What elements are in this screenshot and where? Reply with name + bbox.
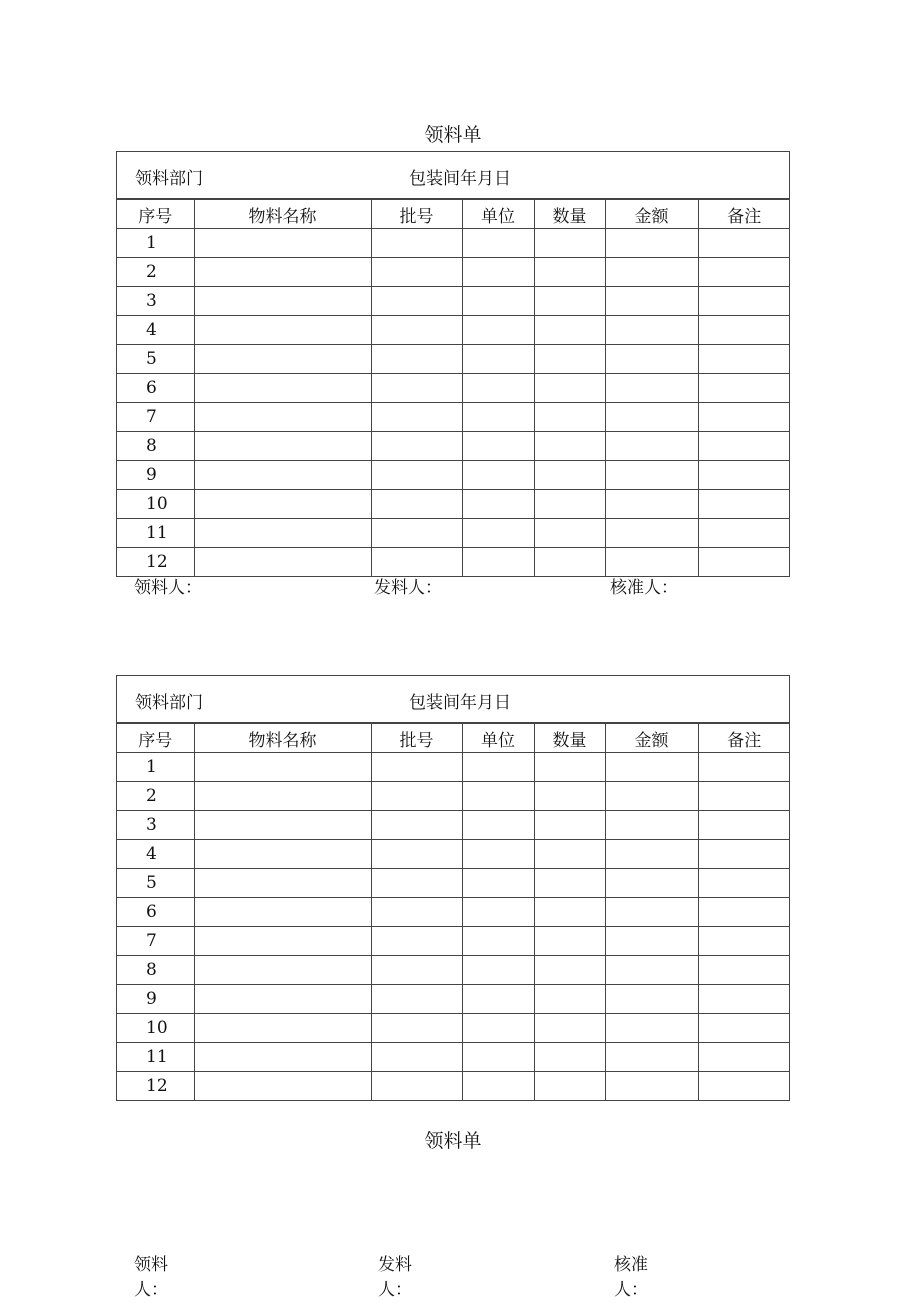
remarks-cell[interactable] [698, 869, 790, 898]
amount-cell[interactable] [605, 461, 698, 490]
table-row [117, 229, 790, 258]
amount-cell[interactable] [605, 519, 698, 548]
quantity-cell[interactable] [534, 811, 605, 840]
form1-dept-label: 领料部门 [135, 169, 203, 189]
table-row [117, 316, 790, 345]
col-header-batch: 批号 [371, 200, 462, 229]
col-header-unit: 单位 [462, 200, 534, 229]
table-row [117, 898, 790, 927]
form2-dept-row [117, 676, 789, 723]
material-name-cell[interactable] [194, 345, 371, 374]
form2-grid [117, 723, 790, 1100]
material-name-cell[interactable] [194, 1072, 371, 1101]
material-name-cell[interactable] [194, 782, 371, 811]
material-name-cell[interactable] [194, 1043, 371, 1072]
unit-cell[interactable] [462, 1072, 534, 1101]
table-row [117, 811, 790, 840]
unit-cell[interactable] [462, 403, 534, 432]
batch-cell[interactable] [371, 1072, 462, 1101]
row-number: 9 [117, 461, 194, 490]
remarks-cell[interactable] [698, 1014, 790, 1043]
remarks-cell[interactable] [698, 840, 790, 869]
remarks-cell[interactable] [698, 403, 790, 432]
batch-cell[interactable] [371, 519, 462, 548]
amount-cell[interactable] [605, 316, 698, 345]
form2-issuer-line1: 发料 [378, 1255, 412, 1275]
quantity-cell[interactable] [534, 316, 605, 345]
table-row [117, 403, 790, 432]
unit-cell[interactable] [462, 316, 534, 345]
unit-cell[interactable] [462, 956, 534, 985]
quantity-cell[interactable] [534, 229, 605, 258]
form1-approver-signature: 核准人： [610, 578, 678, 598]
remarks-cell[interactable] [698, 753, 790, 782]
row-number: 5 [117, 869, 194, 898]
batch-cell[interactable] [371, 840, 462, 869]
quantity-cell[interactable] [534, 956, 605, 985]
material-name-cell[interactable] [194, 753, 371, 782]
amount-cell[interactable] [605, 345, 698, 374]
remarks-cell[interactable] [698, 432, 790, 461]
unit-cell[interactable] [462, 985, 534, 1014]
unit-cell[interactable] [462, 753, 534, 782]
col-header-seq: 序号 [117, 200, 194, 229]
form1-table [116, 151, 790, 577]
unit-cell[interactable] [462, 287, 534, 316]
col-header-material-name: 物料名称 [194, 200, 371, 229]
unit-cell[interactable] [462, 1043, 534, 1072]
remarks-cell[interactable] [698, 898, 790, 927]
row-number: 4 [117, 316, 194, 345]
form2-dept-value: 包装间年月日 [409, 693, 511, 713]
material-name-cell[interactable] [194, 287, 371, 316]
amount-cell[interactable] [605, 374, 698, 403]
form2-header-row [117, 724, 790, 753]
unit-cell[interactable] [462, 229, 534, 258]
row-number: 8 [117, 956, 194, 985]
unit-cell[interactable] [462, 782, 534, 811]
col-header-remarks: 备注 [698, 724, 790, 753]
col-header-quantity: 数量 [534, 724, 605, 753]
quantity-cell[interactable] [534, 432, 605, 461]
material-name-cell[interactable] [194, 229, 371, 258]
quantity-cell[interactable] [534, 1072, 605, 1101]
table-row [117, 782, 790, 811]
table-row [117, 490, 790, 519]
batch-cell[interactable] [371, 985, 462, 1014]
table-row [117, 840, 790, 869]
unit-cell[interactable] [462, 519, 534, 548]
row-number: 11 [117, 1043, 194, 1072]
row-number: 7 [117, 403, 194, 432]
material-name-cell[interactable] [194, 927, 371, 956]
material-name-cell[interactable] [194, 403, 371, 432]
quantity-cell[interactable] [534, 461, 605, 490]
table-row [117, 1072, 790, 1101]
row-number: 10 [117, 490, 194, 519]
table-row [117, 548, 790, 577]
quantity-cell[interactable] [534, 258, 605, 287]
unit-cell[interactable] [462, 1014, 534, 1043]
batch-cell[interactable] [371, 374, 462, 403]
form2-approver-signature [614, 1253, 674, 1303]
form2-table [116, 675, 790, 1101]
quantity-cell[interactable] [534, 927, 605, 956]
batch-cell[interactable] [371, 403, 462, 432]
form2-receiver-line2: 人： [134, 1280, 168, 1300]
row-number: 12 [117, 1072, 194, 1101]
amount-cell[interactable] [605, 840, 698, 869]
quantity-cell[interactable] [534, 519, 605, 548]
col-header-amount: 金额 [605, 724, 698, 753]
row-number: 3 [117, 287, 194, 316]
batch-cell[interactable] [371, 548, 462, 577]
remarks-cell[interactable] [698, 461, 790, 490]
form1-dept-row [117, 152, 789, 199]
unit-cell[interactable] [462, 490, 534, 519]
material-name-cell[interactable] [194, 956, 371, 985]
material-name-cell[interactable] [194, 432, 371, 461]
amount-cell[interactable] [605, 782, 698, 811]
form2-approver-line2: 人： [614, 1280, 648, 1300]
quantity-cell[interactable] [534, 1043, 605, 1072]
quantity-cell[interactable] [534, 374, 605, 403]
row-number: 2 [117, 782, 194, 811]
form2-issuer-signature [378, 1253, 438, 1303]
batch-cell[interactable] [371, 753, 462, 782]
col-header-material-name: 物料名称 [194, 724, 371, 753]
remarks-cell[interactable] [698, 229, 790, 258]
col-header-seq: 序号 [117, 724, 194, 753]
row-number: 5 [117, 345, 194, 374]
amount-cell[interactable] [605, 548, 698, 577]
unit-cell[interactable] [462, 840, 534, 869]
form1-issuer-signature: 发料人： [374, 578, 442, 598]
table-row [117, 374, 790, 403]
quantity-cell[interactable] [534, 869, 605, 898]
amount-cell[interactable] [605, 287, 698, 316]
unit-cell[interactable] [462, 898, 534, 927]
quantity-cell[interactable] [534, 345, 605, 374]
remarks-cell[interactable] [698, 490, 790, 519]
remarks-cell[interactable] [698, 374, 790, 403]
material-name-cell[interactable] [194, 840, 371, 869]
row-number: 4 [117, 840, 194, 869]
form1-dept-value: 包装间年月日 [409, 169, 511, 189]
quantity-cell[interactable] [534, 985, 605, 1014]
material-name-cell[interactable] [194, 898, 371, 927]
batch-cell[interactable] [371, 927, 462, 956]
batch-cell[interactable] [371, 811, 462, 840]
row-number: 6 [117, 374, 194, 403]
unit-cell[interactable] [462, 432, 534, 461]
amount-cell[interactable] [605, 1043, 698, 1072]
quantity-cell[interactable] [534, 403, 605, 432]
amount-cell[interactable] [605, 927, 698, 956]
material-name-cell[interactable] [194, 1014, 371, 1043]
unit-cell[interactable] [462, 927, 534, 956]
col-header-amount: 金额 [605, 200, 698, 229]
material-name-cell[interactable] [194, 374, 371, 403]
amount-cell[interactable] [605, 229, 698, 258]
batch-cell[interactable] [371, 956, 462, 985]
quantity-cell[interactable] [534, 840, 605, 869]
amount-cell[interactable] [605, 753, 698, 782]
amount-cell[interactable] [605, 898, 698, 927]
material-name-cell[interactable] [194, 461, 371, 490]
form1-title: 领料单 [424, 124, 482, 146]
form2-title: 领料单 [424, 1130, 482, 1152]
remarks-cell[interactable] [698, 258, 790, 287]
table-row [117, 258, 790, 287]
unit-cell[interactable] [462, 258, 534, 287]
col-header-unit: 单位 [462, 724, 534, 753]
form1-grid [117, 199, 790, 576]
table-row [117, 345, 790, 374]
quantity-cell[interactable] [534, 1014, 605, 1043]
batch-cell[interactable] [371, 1014, 462, 1043]
remarks-cell[interactable] [698, 782, 790, 811]
remarks-cell[interactable] [698, 811, 790, 840]
table-row [117, 753, 790, 782]
amount-cell[interactable] [605, 985, 698, 1014]
batch-cell[interactable] [371, 461, 462, 490]
amount-cell[interactable] [605, 956, 698, 985]
col-header-remarks: 备注 [698, 200, 790, 229]
row-number: 11 [117, 519, 194, 548]
row-number: 9 [117, 985, 194, 1014]
form1-header-row [117, 200, 790, 229]
quantity-cell[interactable] [534, 753, 605, 782]
amount-cell[interactable] [605, 490, 698, 519]
table-row [117, 287, 790, 316]
material-name-cell[interactable] [194, 811, 371, 840]
row-number: 2 [117, 258, 194, 287]
remarks-cell[interactable] [698, 287, 790, 316]
table-row [117, 927, 790, 956]
table-row [117, 869, 790, 898]
quantity-cell[interactable] [534, 898, 605, 927]
batch-cell[interactable] [371, 782, 462, 811]
material-name-cell[interactable] [194, 258, 371, 287]
material-name-cell[interactable] [194, 548, 371, 577]
table-row [117, 956, 790, 985]
form1-receiver-signature: 领料人： [134, 578, 202, 598]
material-name-cell[interactable] [194, 490, 371, 519]
remarks-cell[interactable] [698, 985, 790, 1014]
form2-dept-label: 领料部门 [135, 693, 203, 713]
quantity-cell[interactable] [534, 548, 605, 577]
remarks-cell[interactable] [698, 345, 790, 374]
batch-cell[interactable] [371, 229, 462, 258]
remarks-cell[interactable] [698, 927, 790, 956]
batch-cell[interactable] [371, 287, 462, 316]
row-number: 3 [117, 811, 194, 840]
material-name-cell[interactable] [194, 316, 371, 345]
batch-cell[interactable] [371, 345, 462, 374]
form2-issuer-line2: 人： [378, 1280, 412, 1300]
batch-cell[interactable] [371, 490, 462, 519]
table-row [117, 461, 790, 490]
row-number: 1 [117, 229, 194, 258]
unit-cell[interactable] [462, 811, 534, 840]
form2-receiver-line1: 领料 [134, 1255, 168, 1275]
batch-cell[interactable] [371, 258, 462, 287]
remarks-cell[interactable] [698, 1043, 790, 1072]
col-header-batch: 批号 [371, 724, 462, 753]
material-name-cell[interactable] [194, 985, 371, 1014]
unit-cell[interactable] [462, 374, 534, 403]
batch-cell[interactable] [371, 1043, 462, 1072]
material-name-cell[interactable] [194, 869, 371, 898]
quantity-cell[interactable] [534, 287, 605, 316]
table-row [117, 985, 790, 1014]
batch-cell[interactable] [371, 898, 462, 927]
remarks-cell[interactable] [698, 316, 790, 345]
amount-cell[interactable] [605, 258, 698, 287]
unit-cell[interactable] [462, 345, 534, 374]
quantity-cell[interactable] [534, 782, 605, 811]
table-row [117, 519, 790, 548]
remarks-cell[interactable] [698, 1072, 790, 1101]
remarks-cell[interactable] [698, 956, 790, 985]
form2-receiver-signature [134, 1253, 194, 1303]
amount-cell[interactable] [605, 811, 698, 840]
table-row [117, 1014, 790, 1043]
quantity-cell[interactable] [534, 490, 605, 519]
remarks-cell[interactable] [698, 548, 790, 577]
batch-cell[interactable] [371, 432, 462, 461]
table-row [117, 432, 790, 461]
col-header-quantity: 数量 [534, 200, 605, 229]
material-name-cell[interactable] [194, 519, 371, 548]
amount-cell[interactable] [605, 1072, 698, 1101]
amount-cell[interactable] [605, 432, 698, 461]
batch-cell[interactable] [371, 869, 462, 898]
remarks-cell[interactable] [698, 519, 790, 548]
amount-cell[interactable] [605, 1014, 698, 1043]
row-number: 12 [117, 548, 194, 577]
row-number: 10 [117, 1014, 194, 1043]
row-number: 1 [117, 753, 194, 782]
amount-cell[interactable] [605, 403, 698, 432]
row-number: 7 [117, 927, 194, 956]
batch-cell[interactable] [371, 316, 462, 345]
row-number: 8 [117, 432, 194, 461]
unit-cell[interactable] [462, 548, 534, 577]
unit-cell[interactable] [462, 869, 534, 898]
form2-approver-line1: 核准 [614, 1255, 648, 1275]
amount-cell[interactable] [605, 869, 698, 898]
unit-cell[interactable] [462, 461, 534, 490]
table-row [117, 1043, 790, 1072]
row-number: 6 [117, 898, 194, 927]
